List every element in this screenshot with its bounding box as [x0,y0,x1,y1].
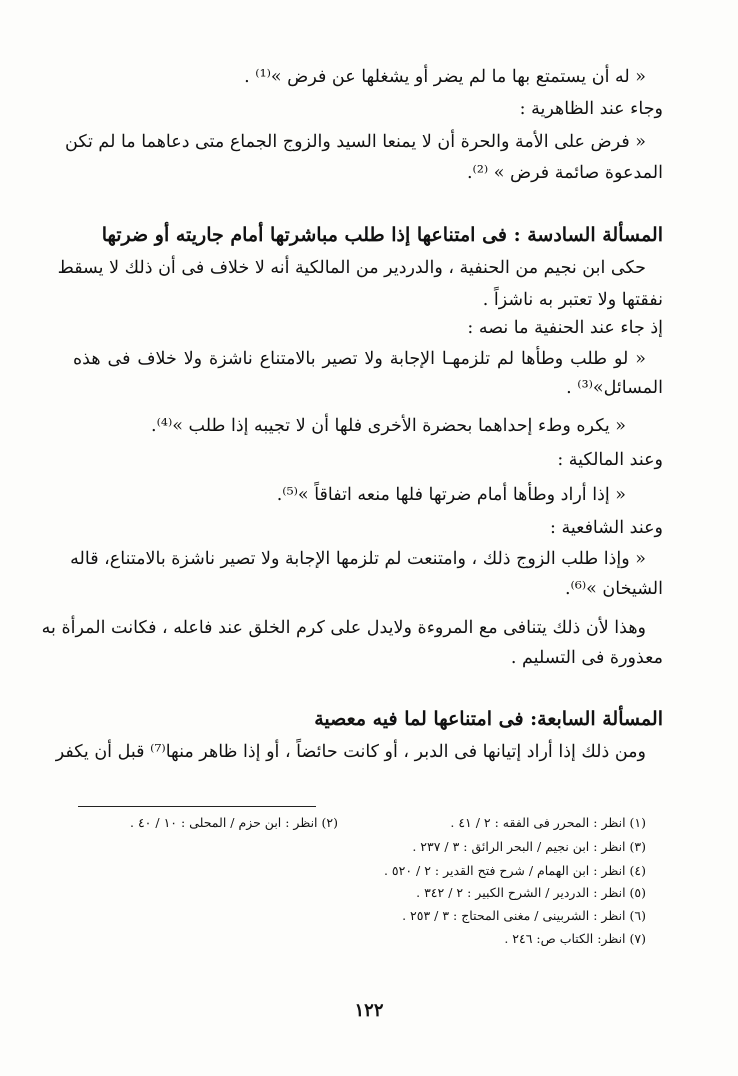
quote-hanafiyya-line-1: « لو طلب وطأها لم تلزمهـا الإجابة ولا تصير بالامتناع ناشزة ولا خلاف فى هذه [73,349,646,369]
footnote-7: (٧) انظر: الكتاب ص: ٢٤٦ . [504,931,646,946]
quote-shafiiyya-line-1: « وإذا طلب الزوج ذلك ، وامتنعت لم تلزمها الإجابة ولا تصير ناشزة بالامتناع، قاله [70,549,646,569]
conclusion-line-1: وهذا لأن ذلك يتنافى مع المروءة ولايدل على كرم الخلق عند فاعله ، فكانت المرأة به [41,618,646,638]
quote-line-1: « له أن يستمتع بها ما لم يضر أو يشغلها عن فرض »⁽¹⁾ . [244,67,646,87]
intro-malikiyya: وعند المالكية : [557,450,663,470]
quote-malikiyya: « إذا أراد وطأها أمام ضرتها فلها منعه اتفاقاً »⁽⁵⁾. [276,485,626,505]
quote-hanafiyya-line-2: المسائل»⁽³⁾ . [566,378,663,398]
paragraph-7-line-1: ومن ذلك إذا أراد إتيانها فى الدبر ، أو كانت حائضاً ، أو إذا ظاهر منها⁽⁷⁾ قبل أن يكفر [55,742,646,762]
footnote-separator [78,806,316,807]
paragraph-6-line-2: نفقتها ولا تعتبر به ناشزاً . [482,290,663,310]
footnote-6: (٦) انظر : الشربينى / مغنى المحتاج : ٣ / ٢٥٣ . [402,908,646,923]
quote-shafiiyya-line-2: الشيخان »⁽⁶⁾. [564,579,663,599]
quote-hanafiyya-2: « يكره وطء إحداهما بحضرة الأخرى فلها أن لا تجيبه إذا طلب »⁽⁴⁾. [151,416,626,436]
section-heading-6: المسألة السادسة : فى امتناعها إذا طلب مباشرتها أمام جاريته أو ضرتها [101,224,663,246]
footnote-2: (٢) انظر : ابن حزم / المحلى : ١٠ / ٤٠ . [130,815,338,830]
paragraph-6-line-1: حكى ابن نجيم من الحنفية ، والدردير من المالكية أنه لا خلاف فى أن ذلك لا يسقط [57,258,646,278]
footnote-5: (٥) انظر : الدردير / الشرح الكبير : ٢ / ٣٤٢ . [416,885,646,900]
intro-shafiiyya: وعند الشافعية : [550,518,663,538]
section-heading-7: المسألة السابعة: فى امتناعها لما فيه معصية [314,708,663,730]
footnote-4: (٤) انظر : ابن الهمام / شرح فتح القدير : ٢ / ٥٢٠ . [383,863,646,878]
intro-hanafiyya: إذ جاء عند الحنفية ما نصه : [467,318,663,338]
page-number: ١٢٢ [354,1000,384,1021]
footnote-1: (١) انظر : المحرر فى الفقه : ٢ / ٤١ . [450,815,646,830]
intro-zahiriyya: وجاء عند الظاهرية : [519,99,663,119]
quote-zahiriyya-line-2: المدعوة صائمة فرض » ⁽²⁾. [466,163,663,183]
conclusion-line-2: معذورة فى التسليم . [510,648,663,668]
footnote-3: (٣) انظر : ابن نجيم / البحر الرائق : ٣ / ٢٣٧ . [412,839,646,854]
quote-zahiriyya-line-1: « فرض على الأمة والحرة أن لا يمنعا السيد والزوج الجماع متى دعاهما ما لم تكن [65,132,646,152]
